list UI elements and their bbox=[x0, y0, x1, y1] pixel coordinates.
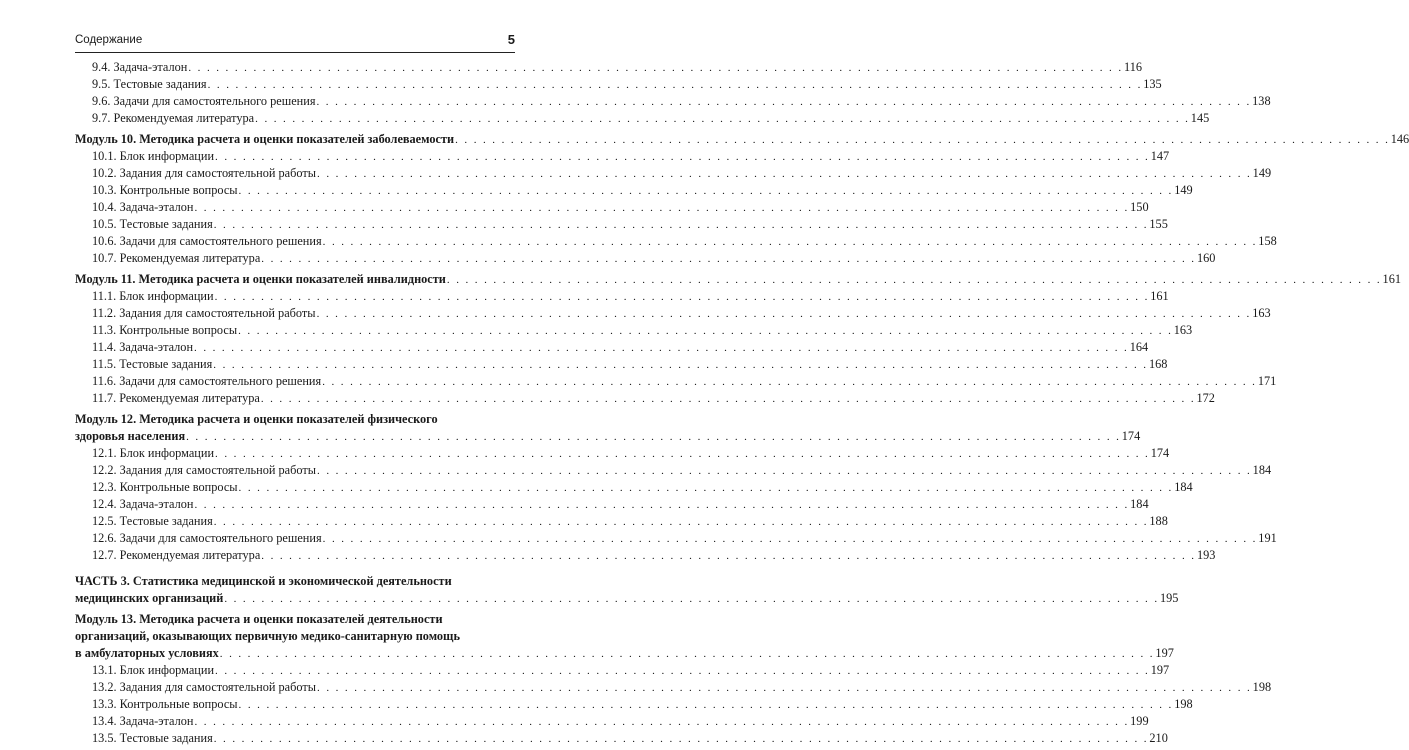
toc-entry-12-7[interactable]: 12.7. Рекомендуемая литература . . . . . . . . . . . . . . . . . . . . . . . . . . . . . . . . . . . . . . . . . . . . . . . . . . . . . . . . . . . . . . . . . . . . . . . . . . . . . . . . . . . . . . . . . . . . . . . . . . . . . 193 bbox=[92, 548, 1216, 562]
toc-entry-10-2[interactable]: 10.2. Задания для самостоятельной работы . . . . . . . . . . . . . . . . . . . . . . . . . . . . . . . . . . . . . . . . . . . . . . . . . . . . . . . . . . . . . . . . . . . . . . . . . . . . . . . . . . . . . . . . . . . . . . . . . . . . . 149 bbox=[92, 166, 1272, 180]
toc-entry-13-3[interactable]: 13.3. Контрольные вопросы . . . . . . . . . . . . . . . . . . . . . . . . . . . . . . . . . . . . . . . . . . . . . . . . . . . . . . . . . . . . . . . . . . . . . . . . . . . . . . . . . . . . . . . . . . . . . . . . . . . . . 198 bbox=[92, 697, 1193, 711]
running-header-title: Содержание bbox=[75, 34, 143, 46]
toc-entry-10-3[interactable]: 10.3. Контрольные вопросы . . . . . . . . . . . . . . . . . . . . . . . . . . . . . . . . . . . . . . . . . . . . . . . . . . . . . . . . . . . . . . . . . . . . . . . . . . . . . . . . . . . . . . . . . . . . . . . . . . . . . 149 bbox=[92, 183, 1193, 197]
toc-entry-13-1[interactable]: 13.1. Блок информации . . . . . . . . . . . . . . . . . . . . . . . . . . . . . . . . . . . . . . . . . . . . . . . . . . . . . . . . . . . . . . . . . . . . . . . . . . . . . . . . . . . . . . . . . . . . . . . . . . . . . 197 bbox=[92, 663, 1170, 677]
running-header bbox=[75, 30, 515, 53]
toc-entry-11-4[interactable]: 11.4. Задача-эталон . . . . . . . . . . . . . . . . . . . . . . . . . . . . . . . . . . . . . . . . . . . . . . . . . . . . . . . . . . . . . . . . . . . . . . . . . . . . . . . . . . . . . . . . . . . . . . . . . . . . . 164 bbox=[92, 340, 1149, 354]
toc-entry-9-5[interactable]: 9.5. Тестовые задания . . . . . . . . . . . . . . . . . . . . . . . . . . . . . . . . . . . . . . . . . . . . . . . . . . . . . . . . . . . . . . . . . . . . . . . . . . . . . . . . . . . . . . . . . . . . . . . . . . . . . 135 bbox=[92, 77, 1162, 91]
toc-entry-10-5[interactable]: 10.5. Тестовые задания . . . . . . . . . . . . . . . . . . . . . . . . . . . . . . . . . . . . . . . . . . . . . . . . . . . . . . . . . . . . . . . . . . . . . . . . . . . . . . . . . . . . . . . . . . . . . . . . . . . . . 155 bbox=[92, 217, 1168, 231]
toc-entry-11-3[interactable]: 11.3. Контрольные вопросы . . . . . . . . . . . . . . . . . . . . . . . . . . . . . . . . . . . . . . . . . . . . . . . . . . . . . . . . . . . . . . . . . . . . . . . . . . . . . . . . . . . . . . . . . . . . . . . . . . . . . 163 bbox=[92, 323, 1193, 337]
toc-entry-13-5[interactable]: 13.5. Тестовые задания . . . . . . . . . . . . . . . . . . . . . . . . . . . . . . . . . . . . . . . . . . . . . . . . . . . . . . . . . . . . . . . . . . . . . . . . . . . . . . . . . . . . . . . . . . . . . . . . . . . . . 210 bbox=[92, 731, 1168, 745]
toc-entry-13-4[interactable]: 13.4. Задача-эталон . . . . . . . . . . . . . . . . . . . . . . . . . . . . . . . . . . . . . . . . . . . . . . . . . . . . . . . . . . . . . . . . . . . . . . . . . . . . . . . . . . . . . . . . . . . . . . . . . . . . . 199 bbox=[92, 714, 1149, 728]
toc-module-13-title-line1[interactable]: Модуль 13. Методика расчета и оценки показателей деятельности bbox=[75, 612, 443, 626]
toc-entry-12-6[interactable]: 12.6. Задачи для самостоятельного решения . . . . . . . . . . . . . . . . . . . . . . . . . . . . . . . . . . . . . . . . . . . . . . . . . . . . . . . . . . . . . . . . . . . . . . . . . . . . . . . . . . . . . . . . . . . . . . . . . . . . . 191 bbox=[92, 531, 1277, 545]
toc-module-12[interactable]: здоровья населения . . . . . . . . . . . . . . . . . . . . . . . . . . . . . . . . . . . . . . . . . . . . . . . . . . . . . . . . . . . . . . . . . . . . . . . . . . . . . . . . . . . . . . . . . . . . . . . . . . . . . 174 bbox=[75, 429, 1141, 443]
toc-entry-12-4[interactable]: 12.4. Задача-эталон . . . . . . . . . . . . . . . . . . . . . . . . . . . . . . . . . . . . . . . . . . . . . . . . . . . . . . . . . . . . . . . . . . . . . . . . . . . . . . . . . . . . . . . . . . . . . . . . . . . . . 184 bbox=[92, 497, 1149, 511]
toc-entry-12-3[interactable]: 12.3. Контрольные вопросы . . . . . . . . . . . . . . . . . . . . . . . . . . . . . . . . . . . . . . . . . . . . . . . . . . . . . . . . . . . . . . . . . . . . . . . . . . . . . . . . . . . . . . . . . . . . . . . . . . . . . 184 bbox=[92, 480, 1193, 494]
toc-module-12-title[interactable]: Модуль 12. Методика расчета и оценки показателей физического bbox=[75, 412, 438, 426]
toc-entry-9-6[interactable]: 9.6. Задачи для самостоятельного решения . . . . . . . . . . . . . . . . . . . . . . . . . . . . . . . . . . . . . . . . . . . . . . . . . . . . . . . . . . . . . . . . . . . . . . . . . . . . . . . . . . . . . . . . . . . . . . . . . . . . . 138 bbox=[92, 94, 1271, 108]
toc-entry-11-7[interactable]: 11.7. Рекомендуемая литература . . . . . . . . . . . . . . . . . . . . . . . . . . . . . . . . . . . . . . . . . . . . . . . . . . . . . . . . . . . . . . . . . . . . . . . . . . . . . . . . . . . . . . . . . . . . . . . . . . . . . 172 bbox=[92, 391, 1215, 405]
page-number: 5 bbox=[507, 32, 515, 47]
toc-entry-10-6[interactable]: 10.6. Задачи для самостоятельного решения . . . . . . . . . . . . . . . . . . . . . . . . . . . . . . . . . . . . . . . . . . . . . . . . . . . . . . . . . . . . . . . . . . . . . . . . . . . . . . . . . . . . . . . . . . . . . . . . . . . . . 158 bbox=[92, 234, 1277, 248]
table-of-contents bbox=[75, 59, 1409, 747]
toc-module-10[interactable]: Модуль 10. Методика расчета и оценки показателей заболеваемости . . . . . . . . . . . . . . . . . . . . . . . . . . . . . . . . . . . . . . . . . . . . . . . . . . . . . . . . . . . . . . . . . . . . . . . . . . . . . . . . . . . . . . . . . . . . . . . . . . . . . 146 bbox=[75, 132, 1409, 146]
toc-entry-10-4[interactable]: 10.4. Задача-эталон . . . . . . . . . . . . . . . . . . . . . . . . . . . . . . . . . . . . . . . . . . . . . . . . . . . . . . . . . . . . . . . . . . . . . . . . . . . . . . . . . . . . . . . . . . . . . . . . . . . . . 150 bbox=[92, 200, 1149, 214]
toc-entry-12-5[interactable]: 12.5. Тестовые задания . . . . . . . . . . . . . . . . . . . . . . . . . . . . . . . . . . . . . . . . . . . . . . . . . . . . . . . . . . . . . . . . . . . . . . . . . . . . . . . . . . . . . . . . . . . . . . . . . . . . . 188 bbox=[92, 514, 1168, 528]
toc-entry-10-1[interactable]: 10.1. Блок информации . . . . . . . . . . . . . . . . . . . . . . . . . . . . . . . . . . . . . . . . . . . . . . . . . . . . . . . . . . . . . . . . . . . . . . . . . . . . . . . . . . . . . . . . . . . . . . . . . . . . . 147 bbox=[92, 149, 1170, 163]
toc-entry-12-1[interactable]: 12.1. Блок информации . . . . . . . . . . . . . . . . . . . . . . . . . . . . . . . . . . . . . . . . . . . . . . . . . . . . . . . . . . . . . . . . . . . . . . . . . . . . . . . . . . . . . . . . . . . . . . . . . . . . . 174 bbox=[92, 446, 1170, 460]
toc-module-11[interactable]: Модуль 11. Методика расчета и оценки показателей инвалидности . . . . . . . . . . . . . . . . . . . . . . . . . . . . . . . . . . . . . . . . . . . . . . . . . . . . . . . . . . . . . . . . . . . . . . . . . . . . . . . . . . . . . . . . . . . . . . . . . . . . . 161 bbox=[75, 272, 1401, 286]
toc-module-13-title-line2[interactable]: организаций, оказывающих первичную медико-санитарную помощь bbox=[75, 629, 460, 643]
toc-entry-11-2[interactable]: 11.2. Задания для самостоятельной работы . . . . . . . . . . . . . . . . . . . . . . . . . . . . . . . . . . . . . . . . . . . . . . . . . . . . . . . . . . . . . . . . . . . . . . . . . . . . . . . . . . . . . . . . . . . . . . . . . . . . . 163 bbox=[92, 306, 1271, 320]
toc-entry-11-5[interactable]: 11.5. Тестовые задания . . . . . . . . . . . . . . . . . . . . . . . . . . . . . . . . . . . . . . . . . . . . . . . . . . . . . . . . . . . . . . . . . . . . . . . . . . . . . . . . . . . . . . . . . . . . . . . . . . . . . 168 bbox=[92, 357, 1168, 371]
toc-part-3-title[interactable]: ЧАСТЬ 3. Статистика медицинской и экономической деятельности bbox=[75, 574, 452, 588]
toc-module-13[interactable]: в амбулаторных условиях . . . . . . . . . . . . . . . . . . . . . . . . . . . . . . . . . . . . . . . . . . . . . . . . . . . . . . . . . . . . . . . . . . . . . . . . . . . . . . . . . . . . . . . . . . . . . . . . . . . . . 197 bbox=[75, 646, 1174, 660]
toc-entry-12-2[interactable]: 12.2. Задания для самостоятельной работы . . . . . . . . . . . . . . . . . . . . . . . . . . . . . . . . . . . . . . . . . . . . . . . . . . . . . . . . . . . . . . . . . . . . . . . . . . . . . . . . . . . . . . . . . . . . . . . . . . . . . 184 bbox=[92, 463, 1272, 477]
toc-entry-10-7[interactable]: 10.7. Рекомендуемая литература . . . . . . . . . . . . . . . . . . . . . . . . . . . . . . . . . . . . . . . . . . . . . . . . . . . . . . . . . . . . . . . . . . . . . . . . . . . . . . . . . . . . . . . . . . . . . . . . . . . . . 160 bbox=[92, 251, 1216, 265]
toc-entry-13-2[interactable]: 13.2. Задания для самостоятельной работы . . . . . . . . . . . . . . . . . . . . . . . . . . . . . . . . . . . . . . . . . . . . . . . . . . . . . . . . . . . . . . . . . . . . . . . . . . . . . . . . . . . . . . . . . . . . . . . . . . . . . 198 bbox=[92, 680, 1272, 694]
toc-entry-11-1[interactable]: 11.1. Блок информации . . . . . . . . . . . . . . . . . . . . . . . . . . . . . . . . . . . . . . . . . . . . . . . . . . . . . . . . . . . . . . . . . . . . . . . . . . . . . . . . . . . . . . . . . . . . . . . . . . . . . 161 bbox=[92, 289, 1169, 303]
toc-entry-9-4[interactable]: 9.4. Задача-эталон . . . . . . . . . . . . . . . . . . . . . . . . . . . . . . . . . . . . . . . . . . . . . . . . . . . . . . . . . . . . . . . . . . . . . . . . . . . . . . . . . . . . . . . . . . . . . . . . . . . . . 116 bbox=[92, 60, 1142, 74]
toc-entry-9-7[interactable]: 9.7. Рекомендуемая литература . . . . . . . . . . . . . . . . . . . . . . . . . . . . . . . . . . . . . . . . . . . . . . . . . . . . . . . . . . . . . . . . . . . . . . . . . . . . . . . . . . . . . . . . . . . . . . . . . . . . . 145 bbox=[92, 111, 1210, 125]
toc-part-3[interactable]: медицинских организаций . . . . . . . . . . . . . . . . . . . . . . . . . . . . . . . . . . . . . . . . . . . . . . . . . . . . . . . . . . . . . . . . . . . . . . . . . . . . . . . . . . . . . . . . . . . . . . . . . . . . . 195 bbox=[75, 591, 1179, 605]
toc-entry-11-6[interactable]: 11.6. Задачи для самостоятельного решения . . . . . . . . . . . . . . . . . . . . . . . . . . . . . . . . . . . . . . . . . . . . . . . . . . . . . . . . . . . . . . . . . . . . . . . . . . . . . . . . . . . . . . . . . . . . . . . . . . . . . 171 bbox=[92, 374, 1277, 388]
